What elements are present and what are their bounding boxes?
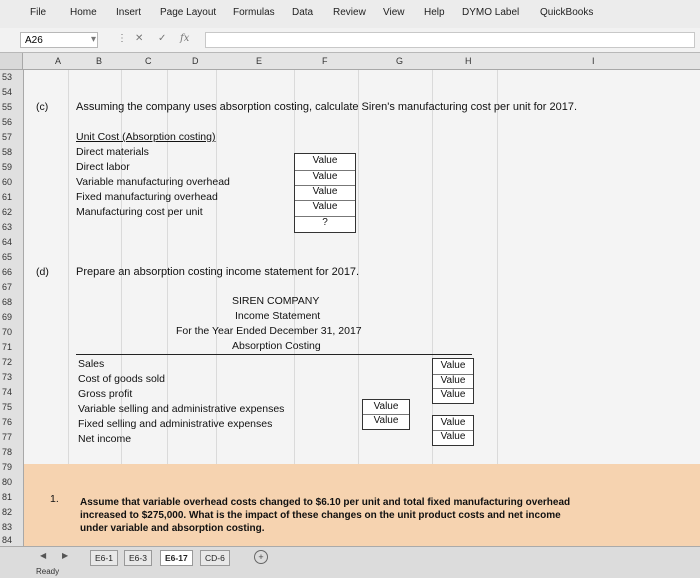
section-c-label: (c) bbox=[36, 101, 49, 113]
unit-cost-value-box bbox=[294, 153, 356, 233]
status-text: Ready bbox=[36, 567, 60, 576]
section-d-label: (d) bbox=[36, 266, 49, 278]
enter-icon[interactable]: ✓ bbox=[158, 33, 167, 44]
column-header-e[interactable]: E bbox=[256, 56, 263, 66]
row-header[interactable]: 58 bbox=[2, 147, 13, 157]
statement-value-cell[interactable]: Value bbox=[433, 430, 473, 442]
row-header[interactable]: 55 bbox=[2, 102, 13, 112]
formula-bar bbox=[0, 28, 700, 53]
statement-value-cell[interactable]: Value bbox=[433, 388, 473, 400]
menu-data[interactable]: Data bbox=[292, 7, 314, 18]
statement-value-cell[interactable]: Value bbox=[440, 360, 466, 371]
menu-formulas[interactable]: Formulas bbox=[233, 7, 275, 18]
row-header-column bbox=[0, 70, 24, 546]
statement-value-cell[interactable]: Value bbox=[440, 417, 466, 428]
sheet-tab-e6-1[interactable]: E6-1 bbox=[90, 550, 118, 566]
unit-cost-item: Manufacturing cost per unit bbox=[76, 206, 203, 218]
row-header[interactable]: 82 bbox=[2, 507, 13, 517]
statement-title: Income Statement bbox=[235, 310, 321, 322]
row-header[interactable]: 76 bbox=[2, 417, 13, 427]
row-header[interactable]: 67 bbox=[2, 282, 13, 292]
row-header[interactable]: 79 bbox=[2, 462, 13, 472]
menu-view[interactable]: View bbox=[383, 7, 405, 18]
unit-cost-item: Fixed manufacturing overhead bbox=[76, 191, 218, 203]
column-header-d[interactable]: D bbox=[192, 56, 199, 66]
column-header-i[interactable]: I bbox=[592, 56, 595, 66]
column-header-c[interactable]: C bbox=[145, 56, 152, 66]
column-header-a[interactable]: A bbox=[55, 56, 62, 66]
question-1-line: under variable and absorption costing. bbox=[80, 523, 265, 534]
prev-sheet-icon[interactable]: ◀ bbox=[40, 551, 47, 560]
ribbon-menu-bar bbox=[0, 0, 700, 29]
menu-quickbooks[interactable]: QuickBooks bbox=[540, 7, 594, 18]
row-header[interactable]: 62 bbox=[2, 207, 13, 217]
row-header[interactable]: 61 bbox=[2, 192, 13, 202]
column-header-h[interactable]: H bbox=[465, 56, 472, 66]
row-header[interactable]: 73 bbox=[2, 372, 13, 382]
menu-home[interactable]: Home bbox=[70, 7, 97, 18]
row-header[interactable]: 80 bbox=[2, 477, 13, 487]
statement-basis: Absorption Costing bbox=[232, 340, 321, 352]
question-1-line: Assume that variable overhead costs changed to $6.10 per unit and total fixed manufacturing overhead bbox=[80, 497, 571, 508]
unit-cost-item: Variable manufacturing overhead bbox=[76, 176, 230, 188]
company-name: SIREN COMPANY bbox=[232, 295, 320, 307]
row-header[interactable]: 54 bbox=[2, 87, 13, 97]
separator-icon: ⋮ bbox=[117, 33, 127, 44]
row-header[interactable]: 56 bbox=[2, 117, 13, 127]
row-header[interactable]: 71 bbox=[2, 342, 13, 352]
sheet-tab-e6-3[interactable]: E6-3 bbox=[124, 550, 152, 566]
statement-value-cell[interactable]: Value bbox=[433, 374, 473, 386]
unit-cost-total-cell[interactable]: ? bbox=[295, 216, 355, 228]
fx-icon[interactable]: fx bbox=[180, 33, 190, 44]
menu-review[interactable]: Review bbox=[333, 7, 366, 18]
row-header[interactable]: 64 bbox=[2, 237, 13, 247]
statement-right-box-bottom bbox=[432, 415, 474, 446]
sheet-tab-e6-17[interactable]: E6-17 bbox=[160, 550, 193, 566]
column-header-b[interactable]: B bbox=[96, 56, 103, 66]
row-header[interactable]: 57 bbox=[2, 132, 13, 142]
spreadsheet-grid[interactable] bbox=[0, 70, 700, 546]
row-header[interactable]: 65 bbox=[2, 252, 13, 262]
unit-cost-value-cell[interactable]: Value bbox=[295, 185, 355, 197]
add-sheet-icon[interactable]: + bbox=[254, 550, 268, 564]
name-box[interactable]: A26 bbox=[20, 32, 98, 48]
statement-line: Variable selling and administrative expenses bbox=[78, 403, 285, 415]
statement-inner-value-cell[interactable]: Value bbox=[373, 401, 399, 412]
column-header-bar bbox=[0, 53, 700, 70]
statement-right-box-top bbox=[432, 358, 474, 404]
row-header[interactable]: 59 bbox=[2, 162, 13, 172]
unit-cost-value-cell[interactable]: Value bbox=[295, 200, 355, 212]
row-header[interactable]: 78 bbox=[2, 447, 13, 457]
row-header[interactable]: 72 bbox=[2, 357, 13, 367]
section-d-question: Prepare an absorption costing income statement for 2017. bbox=[76, 266, 360, 278]
unit-cost-value-cell[interactable]: Value bbox=[295, 170, 355, 182]
statement-line: Gross profit bbox=[78, 388, 133, 400]
row-header[interactable]: 63 bbox=[2, 222, 13, 232]
next-sheet-icon[interactable]: ▶ bbox=[62, 551, 69, 560]
row-header[interactable]: 75 bbox=[2, 402, 13, 412]
row-header[interactable]: 68 bbox=[2, 297, 13, 307]
row-header[interactable]: 84 bbox=[2, 535, 13, 545]
column-header-f[interactable]: F bbox=[322, 56, 328, 66]
unit-cost-heading: Unit Cost (Absorption costing) bbox=[76, 131, 216, 143]
unit-cost-value-cell[interactable]: Value bbox=[312, 155, 338, 166]
sheet-tab-bar bbox=[0, 546, 700, 578]
statement-line: Fixed selling and administrative expenses bbox=[78, 418, 273, 430]
statement-period: For the Year Ended December 31, 2017 bbox=[176, 325, 362, 337]
menu-help[interactable]: Help bbox=[424, 7, 445, 18]
question-1-line: increased to $275,000. What is the impact of these changes on the unit product costs and net income bbox=[80, 510, 561, 521]
menu-insert[interactable]: Insert bbox=[116, 7, 142, 18]
formula-input[interactable] bbox=[205, 32, 695, 48]
statement-line: Net income bbox=[78, 433, 132, 445]
sheet-tab-cd-6[interactable]: CD-6 bbox=[200, 550, 230, 566]
row-header[interactable]: 81 bbox=[2, 492, 13, 502]
menu-dymo-label[interactable]: DYMO Label bbox=[462, 7, 520, 18]
question-1-number: 1. bbox=[50, 493, 59, 505]
row-header[interactable]: 77 bbox=[2, 432, 13, 442]
name-box-dropdown-icon[interactable]: ▾ bbox=[91, 34, 97, 45]
row-header[interactable]: 83 bbox=[2, 522, 13, 532]
row-header[interactable]: 70 bbox=[2, 327, 13, 337]
cancel-icon[interactable]: ✕ bbox=[135, 33, 144, 44]
section-c-question: Assuming the company uses absorption costing, calculate Siren's manufacturing cost per unit for 2017. bbox=[76, 101, 578, 113]
column-header-g[interactable]: G bbox=[396, 56, 404, 66]
row-header[interactable]: 53 bbox=[2, 72, 13, 82]
unit-cost-item: Direct materials bbox=[76, 146, 149, 158]
menu-page-layout[interactable]: Page Layout bbox=[160, 7, 217, 18]
statement-top-rule bbox=[76, 354, 472, 355]
select-all-corner[interactable] bbox=[0, 53, 23, 69]
row-header[interactable]: 69 bbox=[2, 312, 13, 322]
row-header[interactable]: 60 bbox=[2, 177, 13, 187]
statement-inner-box bbox=[362, 399, 410, 430]
row-header[interactable]: 74 bbox=[2, 387, 13, 397]
row-header[interactable]: 66 bbox=[2, 267, 13, 277]
statement-inner-value-cell[interactable]: Value bbox=[363, 414, 409, 426]
statement-line: Cost of goods sold bbox=[78, 373, 165, 385]
menu-file[interactable]: File bbox=[30, 7, 47, 18]
unit-cost-item: Direct labor bbox=[76, 161, 130, 173]
statement-line: Sales bbox=[78, 358, 105, 370]
